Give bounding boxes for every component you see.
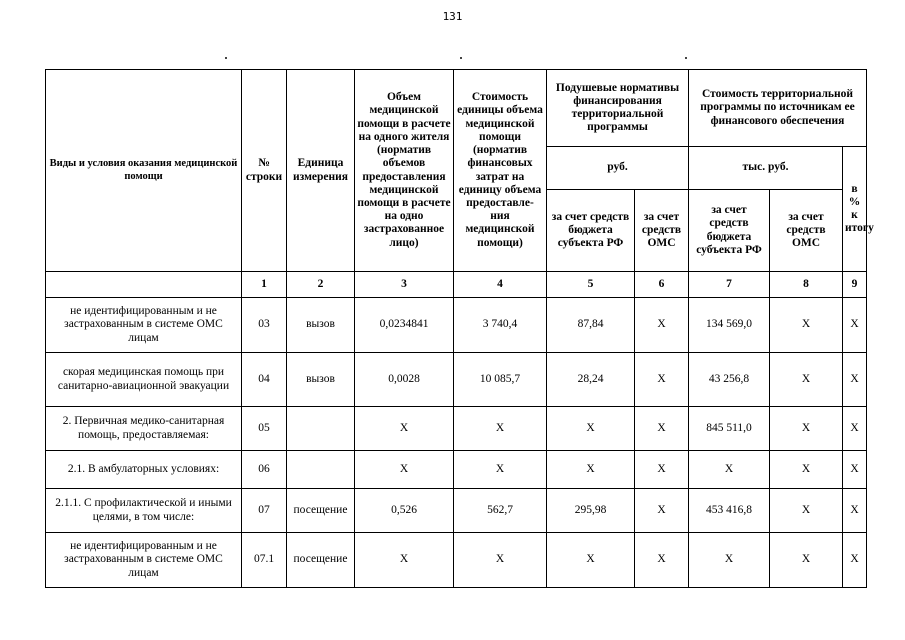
row-volume: 0,526 [355,489,454,533]
row-unit [287,451,355,489]
row-unit: вызов [287,353,355,407]
row-per-capita-oms: Х [635,407,689,451]
row-total-budget: Х [689,451,770,489]
header-volume: Объем медицинской помощи в расчете на одного жителя (норматив объемов предоставления медицинской помощи в расчете на одно застрахованное лицо) [355,70,454,272]
row-unit [287,407,355,451]
row-per-capita-budget: 87,84 [547,298,635,353]
header-per-capita-oms: за счет средств ОМС [635,190,689,272]
row-cost: Х [454,533,547,588]
row-volume: Х [355,407,454,451]
scan-speck [685,57,687,59]
header-total-cost: Стоимость территориальной программы по источникам ее финансового обеспечения [689,70,867,147]
row-number: 05 [242,407,287,451]
row-total-oms: Х [770,298,843,353]
row-per-capita-budget: 28,24 [547,353,635,407]
row-name: скорая медицинская помощь при санитарно-авиационной эвакуации [46,353,242,407]
table-row [46,451,867,489]
row-cost: 562,7 [454,489,547,533]
row-cost: Х [454,451,547,489]
row-number: 07.1 [242,533,287,588]
header-row-no: № строки [242,70,287,272]
column-number-row [46,272,867,298]
row-cost: 3 740,4 [454,298,547,353]
header-total-budget: за счет средств бюджета субъекта РФ [689,190,770,272]
row-volume: 0,0028 [355,353,454,407]
row-unit: посещение [287,489,355,533]
row-total-budget: 43 256,8 [689,353,770,407]
column-number: 7 [689,272,770,298]
row-total-budget: 845 511,0 [689,407,770,451]
row-per-capita-oms: Х [635,298,689,353]
row-per-capita-oms: Х [635,533,689,588]
row-number: 07 [242,489,287,533]
column-number: 9 [843,272,867,298]
row-total-budget: 134 569,0 [689,298,770,353]
header-type: Виды и условия оказания медицинской помощи [46,70,242,272]
row-number: 04 [242,353,287,407]
row-total-oms: Х [770,353,843,407]
row-per-capita-oms: Х [635,489,689,533]
table-row [46,298,867,353]
row-total-budget: Х [689,533,770,588]
row-per-capita-oms: Х [635,353,689,407]
row-percent: Х [843,353,867,407]
row-name: 2.1.1. С профилактической и иными целями, в том числе: [46,489,242,533]
row-percent: Х [843,298,867,353]
row-total-oms: Х [770,489,843,533]
scan-speck [225,57,227,59]
table-row [46,353,867,407]
column-number: 1 [242,272,287,298]
header-per-capita: Подушевые нормативы финансирования территориальной программы [547,70,689,147]
column-number: 6 [635,272,689,298]
row-unit: посещение [287,533,355,588]
row-volume: Х [355,451,454,489]
row-volume: 0,0234841 [355,298,454,353]
table-row [46,407,867,451]
row-percent: Х [843,489,867,533]
header-total-oms: за счет средств ОМС [770,190,843,272]
header-cost: Стоимость единицы объема медицинской помощи (норматив финансовых затрат на единицу объема предоставле- ния медицинской помощи) [454,70,547,272]
header-rub: руб. [547,147,689,190]
column-number: 2 [287,272,355,298]
column-number: 8 [770,272,843,298]
row-name: не идентифицированным и не застрахованным в системе ОМС лицам [46,298,242,353]
row-total-oms: Х [770,407,843,451]
row-number: 03 [242,298,287,353]
row-percent: Х [843,451,867,489]
row-name: 2.1. В амбулаторных условиях: [46,451,242,489]
row-percent: Х [843,533,867,588]
row-percent: Х [843,407,867,451]
row-per-capita-budget: Х [547,407,635,451]
row-cost: 10 085,7 [454,353,547,407]
row-per-capita-oms: Х [635,451,689,489]
row-number: 06 [242,451,287,489]
page-number: 131 [442,10,463,23]
header-unit: Единица измерения [287,70,355,272]
row-name: не идентифицированным и не застрахованным в системе ОМС лицам [46,533,242,588]
table-row [46,489,867,533]
row-per-capita-budget: Х [547,533,635,588]
row-cost: Х [454,407,547,451]
table-row [46,533,867,588]
row-unit: вызов [287,298,355,353]
row-name: 2. Первичная медико-санитарная помощь, предоставляемая: [46,407,242,451]
row-total-budget: 453 416,8 [689,489,770,533]
header-percent: в % к итогу [843,147,867,272]
scan-speck [460,57,462,59]
header-thous-rub: тыс. руб. [689,147,843,190]
row-total-oms: Х [770,533,843,588]
row-total-oms: Х [770,451,843,489]
row-per-capita-budget: 295,98 [547,489,635,533]
row-per-capita-budget: Х [547,451,635,489]
column-number: 4 [454,272,547,298]
header-per-capita-budget: за счет средств бюджета субъекта РФ [547,190,635,272]
column-number [46,272,242,298]
medical-care-table [45,69,874,588]
column-number: 3 [355,272,454,298]
column-number: 5 [547,272,635,298]
row-volume: Х [355,533,454,588]
